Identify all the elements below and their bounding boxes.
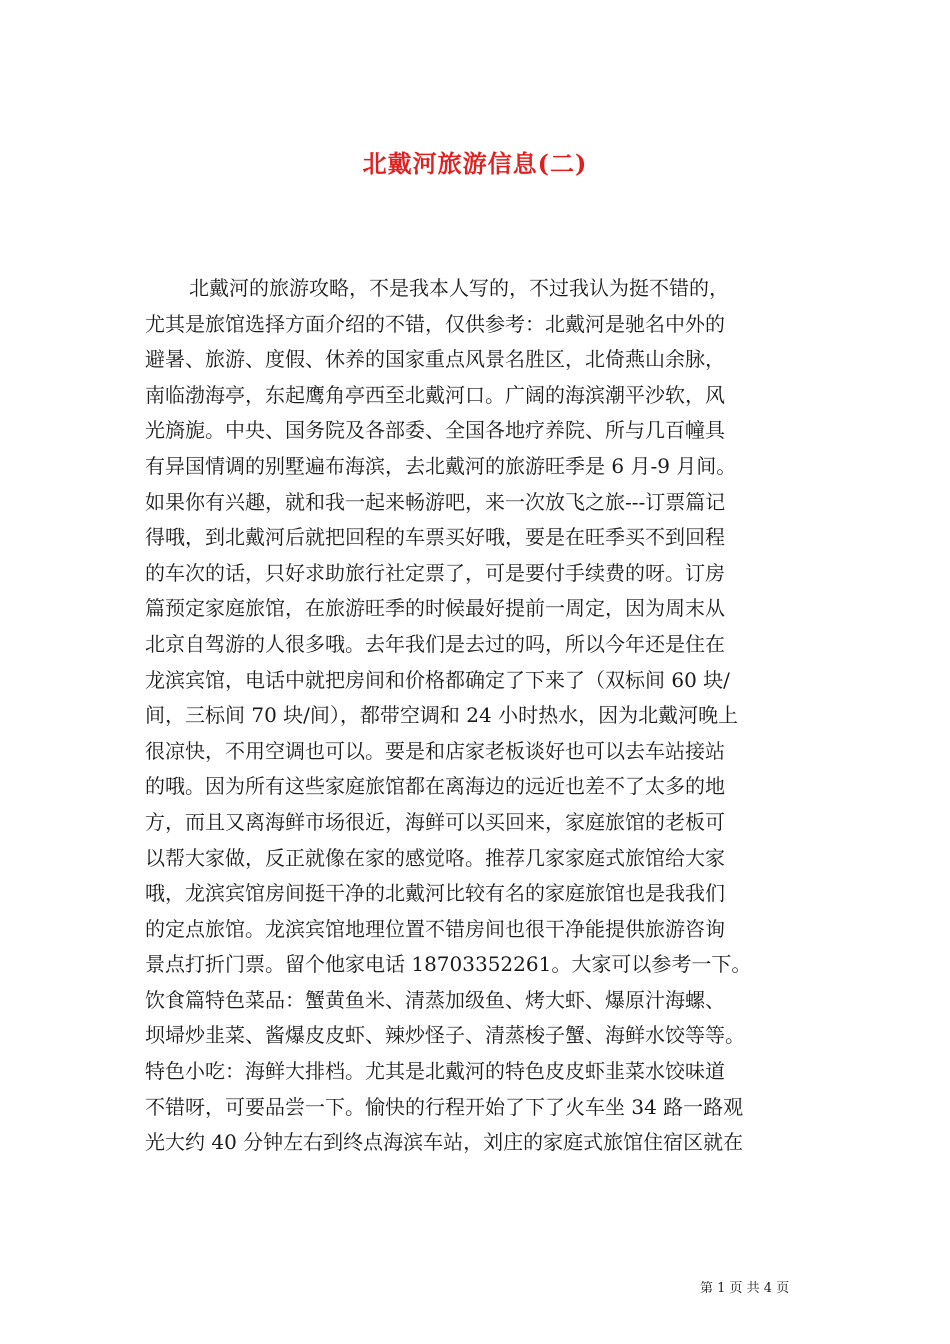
text-line: 哦，龙滨宾馆房间挺干净的北戴河比较有名的家庭旅馆也是我我们 bbox=[145, 881, 725, 906]
text-line: 避暑、旅游、度假、休养的国家重点风景名胜区，北倚燕山余脉， bbox=[145, 347, 725, 372]
text-line: 如果你有兴趣，就和我一起来畅游吧，来一次放飞之旅---订票篇记 bbox=[145, 489, 726, 514]
text-line: 得哦，到北戴河后就把回程的车票买好哦，要是在旺季买不到回程 bbox=[145, 525, 725, 550]
text-line: 北京自驾游的人很多哦。去年我们是去过的吗，所以今年还是住在 bbox=[145, 631, 725, 656]
text-line: 北戴河的旅游攻略，不是我本人写的，不过我认为挺不错的， bbox=[189, 276, 729, 300]
text-line: 篇预定家庭旅馆，在旅游旺季的时候最好提前一周定，因为周末从 bbox=[145, 596, 725, 621]
text-line: 的定点旅馆。龙滨宾馆地理位置不错房间也很干净能提供旅游咨询 bbox=[145, 916, 725, 941]
text-line: 南临渤海亭，东起鹰角亭西至北戴河口。广阔的海滨潮平沙软，风 bbox=[145, 382, 725, 407]
text-line: 龙滨宾馆，电话中就把房间和价格都确定了下来了（双标间 60 块/ bbox=[145, 667, 730, 692]
text-line: 以帮大家做，反正就像在家的感觉咯。推荐几家家庭式旅馆给大家 bbox=[145, 845, 725, 870]
text-line: 有异国情调的别墅遍布海滨，去北戴河的旅游旺季是 6 月-9 月间。 bbox=[145, 453, 737, 478]
text-line: 饮食篇特色菜品：蟹黄鱼米、清蒸加级鱼、烤大虾、爆原汁海螺、 bbox=[145, 987, 725, 1012]
text-line: 的车次的话，只好求助旅行社定票了，可是要付手续费的呀。订房 bbox=[145, 560, 725, 585]
text-line: 方，而且又离海鲜市场很近，海鲜可以买回来，家庭旅馆的老板可 bbox=[145, 809, 725, 834]
text-line: 尤其是旅馆选择方面介绍的不错，仅供参考：北戴河是驰名中外的 bbox=[145, 311, 725, 336]
text-line: 坝埽炒韭菜、酱爆皮皮虾、辣炒怪子、清蒸梭子蟹、海鲜水饺等等。 bbox=[145, 1023, 745, 1048]
text-line: 特色小吃：海鲜大排档。尤其是北戴河的特色皮皮虾韭菜水饺味道 bbox=[145, 1059, 725, 1084]
text-line: 很凉快，不用空调也可以。要是和店家老板谈好也可以去车站接站 bbox=[145, 738, 725, 763]
text-line: 不错呀，可要品尝一下。愉快的行程开始了下了火车坐 34 路一路观 bbox=[145, 1094, 744, 1119]
text-line: 光旖旎。中央、国务院及各部委、全国各地疗养院、所与几百幢具 bbox=[145, 418, 725, 443]
page-title: 北戴河旅游信息(二) bbox=[362, 149, 588, 179]
text-line: 的哦。因为所有这些家庭旅馆都在离海边的远近也差不了太多的地 bbox=[145, 774, 725, 799]
body-text bbox=[145, 271, 811, 1161]
text-line: 光大约 40 分钟左右到终点海滨车站，刘庄的家庭式旅馆住宿区就在 bbox=[145, 1130, 744, 1155]
page-footer: 第 1 页 共 4 页 bbox=[700, 1281, 790, 1296]
text-line: 间，三标间 70 块/间），都带空调和 24 小时热水，因为北戴河晚上 bbox=[145, 703, 739, 728]
text-line: 景点打折门票。留个他家电话 18703352261。大家可以参考一下。 bbox=[145, 952, 752, 977]
